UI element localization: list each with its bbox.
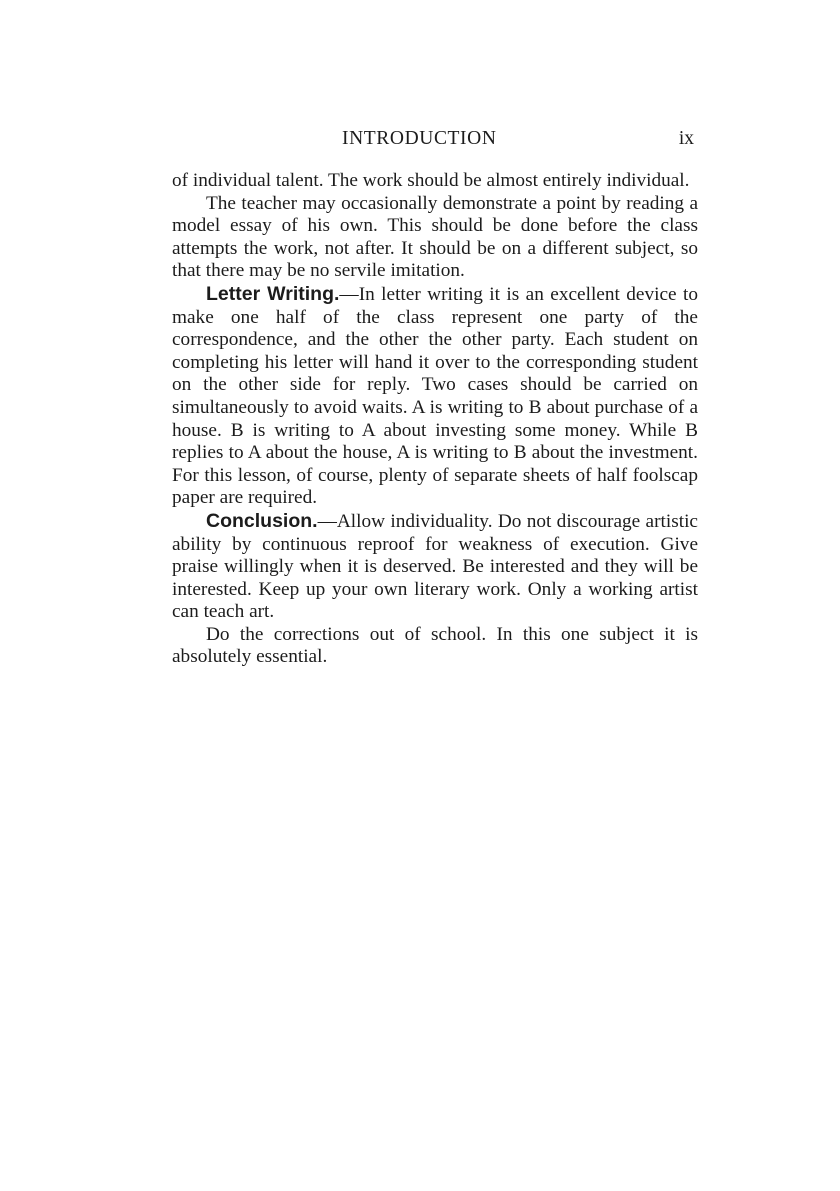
paragraph-text: —Allow individuality. Do not discourage artistic ability by continuous reproof for weakness of execution. Give praise willingly when it is deserved. Be interested and they will be interested. Keep up your own literary work. Only a working artist can teach art. [172,510,698,623]
paragraph-corrections [172,624,698,669]
paragraph-text: of individual talent. The work should be almost entirely individual. [172,170,690,191]
paragraph-conclusion [172,510,698,624]
paragraph-text: Do the corrections out of school. In this one subject it is absolutely essential. [172,623,698,668]
running-head [172,128,698,154]
book-page [172,128,698,669]
paragraph-text: —In letter writing it is an excellent device to make one half of the class represent one party of the correspondence, and the other the other party. Each student on completing his letter will hand it over to the corresponding student on the other side for reply. Two cases should be carried on simultaneously to avoid waits. A is writing to B about purchase of a house. B is writing to A about investing some money. While B replies to A about the house, A is writing to B about the investment. For this lesson, of course, plenty of separate sheets of half foolscap paper are required. [172,283,698,509]
paragraph-letter-writing [172,283,698,510]
running-title: INTRODUCTION [342,128,497,149]
section-heading-letter-writing: Letter Writing. [206,282,340,305]
section-heading-conclusion: Conclusion. [206,509,318,532]
body-text [172,170,698,669]
paragraph-continuation [172,170,698,193]
page-number: ix [678,128,694,149]
paragraph-model-essay [172,193,698,283]
paragraph-text: The teacher may occasionally demonstrate a point by reading a model essay of his own. This should be done before the class attempts the work, not after. It should be on a different subject, so that there may be no servile imitation. [172,192,698,282]
